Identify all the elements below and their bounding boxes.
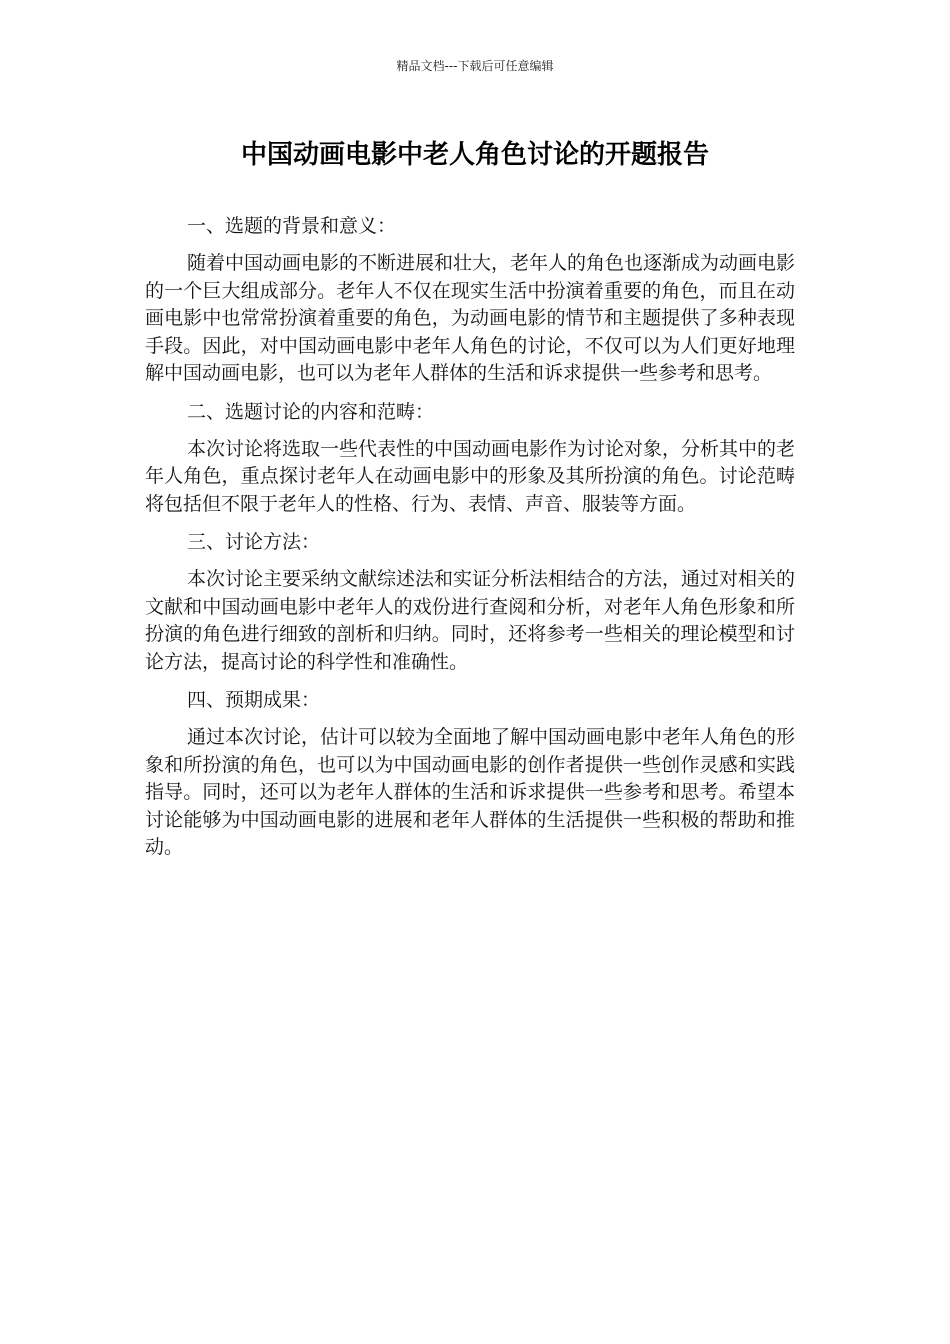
section-paragraph-expected-results: 通过本次讨论，估计可以较为全面地了解中国动画电影中老年人角色的形象和所扮演的角色，也可以为中国动画电影的创作者提供一些创作灵感和实践指导。同时，还可以为老年人群体的生活和诉求提供一些参考和思考。希望本讨论能够为中国动画电影的进展和老年人群体的生活提供一些积极的帮助和推动。 [145,726,796,858]
page-header: 精品文档---下载后可任意编辑 [396,59,554,73]
section-heading-content-scope: 二、选题讨论的内容和范畴： [187,400,435,423]
section-paragraph-content-scope: 本次讨论将选取一些代表性的中国动画电影作为讨论对象，分析其中的老年人角色，重点探讨老年人在动画电影中的形象及其所扮演的角色。讨论范畴将包括但不限于老年人的性格、行为、表情、声音、服装等方面。 [145,437,796,515]
section-paragraph-method: 本次讨论主要采纳文献综述法和实证分析法相结合的方法，通过对相关的文献和中国动画电影中老年人的戏份进行查阅和分析，对老年人角色形象和所扮演的角色进行细致的剖析和归纳。同时，还将参考一些相关的理论模型和讨论方法，提高讨论的科学性和准确性。 [145,568,796,673]
document-title: 中国动画电影中老人角色讨论的开题报告 [240,140,709,170]
section-heading-method: 三、讨论方法： [187,531,321,553]
document-body [145,212,795,872]
section-paragraph-background: 随着中国动画电影的不断进展和壮大，老年人的角色也逐渐成为动画电影的一个巨大组成部分。老年人不仅在现实生活中扮演着重要的角色，而且在动画电影中也常常扮演着重要的角色，为动画电影的情节和主题提供了多种表现手段。因此，对中国动画电影中老年人角色的讨论，不仅可以为人们更好地理解中国动画电影，也可以为老年人群体的生活和诉求提供一些参考和思考。 [145,252,796,384]
section-heading-background: 一、选题的背景和意义： [187,215,397,237]
section-heading-expected-results: 四、预期成果： [187,689,321,711]
